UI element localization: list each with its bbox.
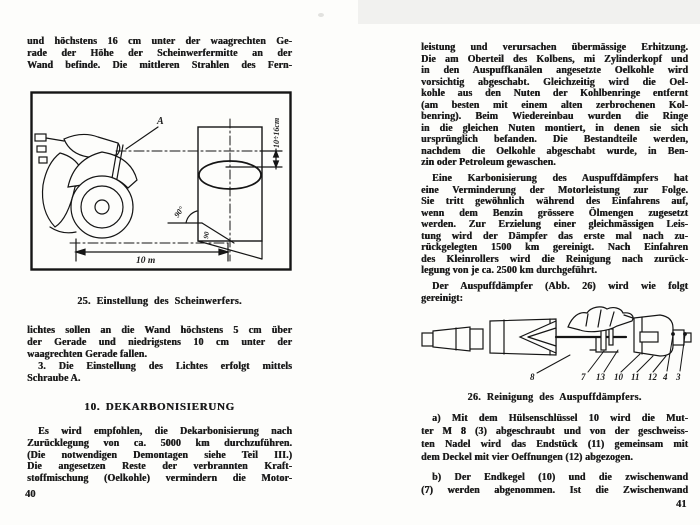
- body-paragraph: [421, 281, 688, 304]
- text-line: legung von je ca. 2500 km durchgeführt.: [421, 265, 597, 276]
- text-line: des Kleinrollers wird die Reinigung nach zurück-: [421, 253, 688, 265]
- body-paragraph: [27, 36, 292, 71]
- text-line: Zurücklegung von ca. 5000 km durchzuführen.: [27, 437, 292, 449]
- figure-25-headlight-diagram: [30, 91, 292, 272]
- text-line: Die angesetzen Reste der verbrannten Kraft-: [27, 461, 292, 473]
- text-line: vorsichtig abgeschabt. Gleichzeitig wird die Oel-: [421, 76, 688, 88]
- text-line: eine Verminderung der Motorleistung zur Folge.: [421, 184, 688, 196]
- part-labels: [530, 372, 681, 382]
- text-line: stoffmischung (Oelkohle) vermindern die Motor-: [27, 473, 292, 485]
- text-line: Wand befinde. Die mittleren Strahlen des Fern-: [27, 59, 292, 71]
- text-line: Schraube A.: [27, 372, 81, 384]
- body-paragraph: [27, 325, 292, 360]
- part-label-3: 3: [676, 372, 681, 382]
- section-heading-dekarbonisierung: 10. DEKARBONISIERUNG: [84, 401, 235, 413]
- text-line: zin oder Petroleum gewaschen.: [421, 157, 556, 168]
- figure-label-height-range: 10÷16cm: [272, 117, 281, 148]
- text-line: leistung und verursachen übermässige Erhitzung.: [421, 42, 688, 53]
- right-page: [350, 0, 700, 525]
- text-line: rade der Höhe der Scheinwerfermitte an der: [27, 47, 292, 59]
- text-line: in den Auspuffkanälen angesetzte Oelkohle wird: [421, 65, 688, 76]
- text-line: gereinigt:: [421, 292, 463, 304]
- page-number-40: 40: [25, 489, 36, 500]
- part-label-10: 10: [614, 372, 623, 382]
- part-label-11: 11: [631, 372, 640, 382]
- text-line: benring). Beim Wiedereinbau wurden die Ringe: [421, 111, 688, 122]
- text-line: kohle aus den Nuten der Kohlbenringe entfernt: [421, 88, 688, 99]
- text-line: a) Mit dem Hülsenschlüssel 10 wird die Mut-: [432, 413, 688, 424]
- text-line: Eine Karbonisierung des Auspuffdämpfers hat: [432, 173, 688, 184]
- part-label-13: 13: [596, 372, 605, 382]
- text-line: waagrechten Gerade fallen.: [27, 348, 147, 360]
- figure-26-muffler-diagram: [420, 306, 692, 386]
- text-line: dem Deckel mit vier Oeffnungen (12) abgezogen.: [421, 452, 633, 463]
- text-line: (Die notwendigen Demontagen siehe Teil III.): [27, 449, 292, 461]
- figure-25-drawing: [30, 91, 292, 272]
- label-a-leader: [126, 127, 158, 149]
- text-line: Der Auspuffdämpfer (Abb. 26) wird wie folgt: [432, 281, 688, 292]
- text-line: lichtes sollen an die Wand höchstens 5 cm über: [27, 325, 292, 336]
- part-label-8: 8: [530, 372, 535, 382]
- text-line: (am besten mit einem alten zerbrochenen Kol-: [421, 99, 688, 111]
- text-line: werden. Zur Erzielung einer gleichmässigen Leis-: [421, 219, 688, 230]
- text-line: Die am Oberteil des Kolbens, mi Zylinderkopf und: [421, 53, 688, 65]
- body-paragraph: [27, 361, 292, 385]
- figure-label-a: A: [157, 116, 164, 127]
- body-paragraph: [421, 412, 688, 464]
- text-line: wenn dem Benzin grössere Ölmengen zugesetzt: [421, 207, 688, 219]
- hand-illustration: [568, 307, 636, 332]
- text-line: ursprünglich befanden. Die Bestandteile werden,: [421, 134, 688, 145]
- text-line: tung wird der Dämpfer das erste mal nach zu-: [421, 230, 688, 242]
- text-line: Es wird empfohlen, die Dekarbonisierung nach: [38, 426, 292, 437]
- body-paragraph: [421, 173, 688, 277]
- page-number-41: 41: [676, 499, 687, 510]
- figure-label-angle-2: 90: [202, 231, 211, 240]
- text-line: (7) werden abgenommen. Ist die Zwischenwand: [421, 485, 688, 496]
- figure-26-caption: 26. Reinigung des Auspuffdämpfers.: [467, 392, 642, 403]
- figure-25-caption: 25. Einstellung des Scheinwerfers.: [77, 296, 242, 307]
- text-line: der Gerade und niedrigstens 10 cm unter der: [27, 336, 292, 348]
- part-label-12: 12: [648, 372, 657, 382]
- scooter-front: [35, 134, 137, 238]
- tailpipe-cone: [422, 327, 483, 351]
- figure-label-distance: 10 m: [136, 256, 156, 266]
- figure-26-drawing: [420, 306, 692, 386]
- part-label-4: 4: [663, 372, 668, 382]
- body-paragraph: [421, 42, 688, 169]
- silencer-body: [490, 319, 556, 355]
- text-line: in die gleichen Nuten montiert, in denen sie sich: [421, 122, 688, 134]
- text-line: ten Nadel wird das Endstück (11) gemeinsam mit: [421, 439, 688, 450]
- part-label-7: 7: [581, 372, 586, 382]
- text-line: Sie tritt gewöhnlich während des Einfahrens auf,: [421, 196, 688, 207]
- text-line: b) Der Endkegel (10) und die zwischenwand: [432, 472, 688, 483]
- body-paragraph: [421, 471, 688, 497]
- body-paragraph: [27, 426, 292, 485]
- text-line: ter M 8 (3) abgeschraubt und von der geschweiss-: [421, 426, 688, 437]
- figure-label-angle: 90°: [172, 204, 187, 220]
- text-line: nachdem die Oelkohle abgeschabt wurde, in Ben-: [421, 145, 688, 157]
- text-line: 3. Die Einstellung des Lichtes erfolgt mittels: [38, 361, 292, 372]
- text-line: rückgelegten 1500 km gereinigt. Nach Einfahren: [421, 242, 688, 253]
- text-line: und höchstens 16 cm unter der waagrechten Ge-: [27, 36, 292, 47]
